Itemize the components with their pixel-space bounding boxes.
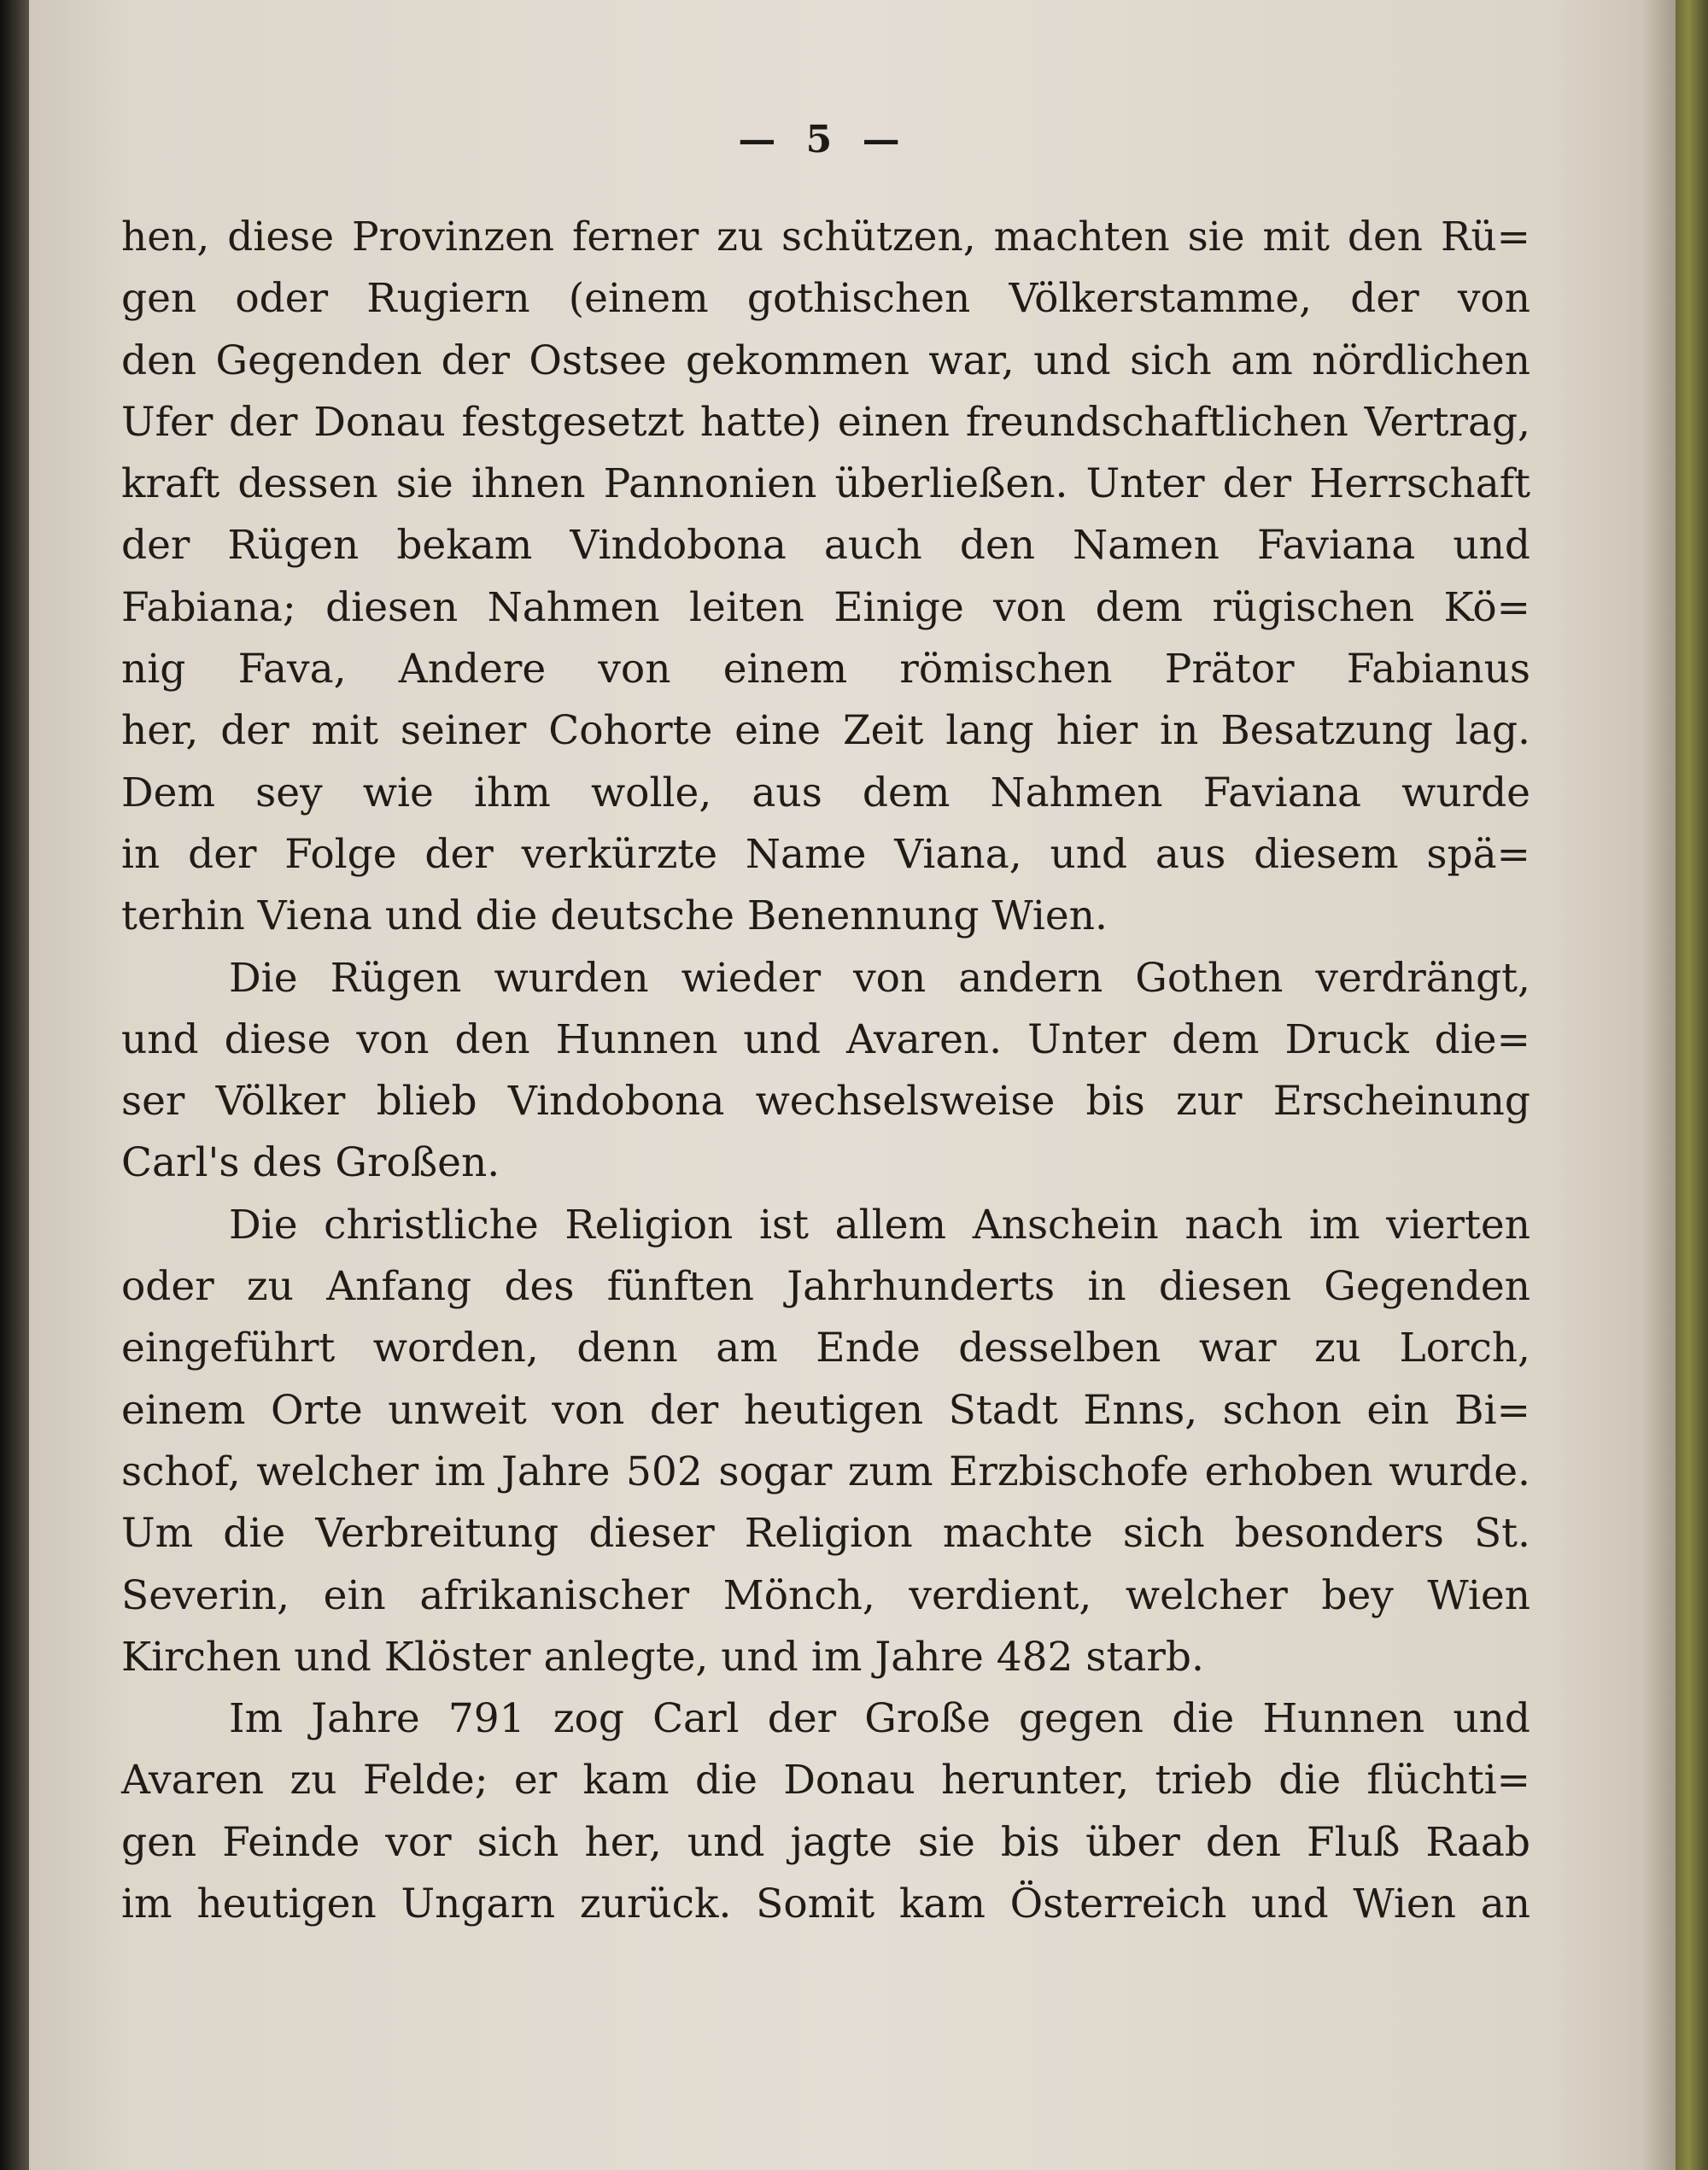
text-line: hen, diese Provinzen ferner zu schützen, machten sie mit den Rü= (121, 213, 1530, 260)
page-shadow (1641, 0, 1676, 2170)
text-line: einem Orte unweit von der heutigen Stadt Enns, schon ein Bi= (121, 1386, 1530, 1434)
text-line: in der Folge der verkürzte Name Viana, und aus diesem spä= (121, 830, 1530, 878)
text-line: Severin, ein afrikanischer Mönch, verdient, welcher bey Wien (121, 1571, 1530, 1619)
book-edge (1676, 0, 1708, 2170)
text-line: ser Völker blieb Vindobona wechselsweise bis zur Erscheinung (121, 1078, 1530, 1126)
text-line: Fabiana; diesen Nahmen leiten Einige von dem rügischen Kö= (121, 583, 1530, 631)
text-line: terhin Viena und die deutsche Benennung Wien. (121, 892, 1108, 940)
text-line: Im Jahre 791 zog Carl der Große gegen die Hunnen und (229, 1695, 1530, 1743)
text-line: oder zu Anfang des fünften Jahrhunderts in diesen Gegenden (121, 1263, 1530, 1311)
text-line: schof, welcher im Jahre 502 sogar zum Erzbischofe erhoben wurde. (121, 1448, 1530, 1495)
text-line: Ufer der Donau festgesetzt hatte) einen freundschaftlichen Vertrag, (121, 398, 1530, 446)
body-text (121, 207, 1530, 1935)
text-line: Um die Verbreitung dieser Religion machte sich besonders St. (121, 1510, 1530, 1558)
text-line: gen oder Rugiern (einem gothischen Völkerstamme, der von (121, 275, 1530, 323)
text-line: eingeführt worden, denn am Ende desselben war zu Lorch, (121, 1325, 1530, 1372)
text-line: Avaren zu Felde; er kam die Donau herunter, trieb die flüchti= (121, 1757, 1530, 1804)
text-line: und diese von den Hunnen und Avaren. Unter dem Druck die= (121, 1015, 1530, 1063)
text-line: der Rügen bekam Vindobona auch den Namen Faviana und (121, 522, 1530, 570)
text-line: im heutigen Ungarn zurück. Somit kam Österreich und Wien an (121, 1880, 1530, 1928)
binding-edge (0, 0, 29, 2170)
text-line: Kirchen und Klöster anlegte, und im Jahre 482 starb. (121, 1633, 1204, 1681)
paper-page (29, 0, 1676, 2170)
text-line: Dem sey wie ihm wolle, aus dem Nahmen Faviana wurde (121, 769, 1530, 816)
text-line: her, der mit seiner Cohorte eine Zeit lang hier in Besatzung lag. (121, 707, 1530, 755)
text-line: kraft dessen sie ihnen Pannonien überließen. Unter der Herrschaft (121, 460, 1530, 508)
page-number: — 5 — (738, 118, 909, 161)
text-line: Die Rügen wurden wieder von andern Gothen verdrängt, (229, 954, 1530, 1002)
text-line: gen Feinde vor sich her, und jagte sie bis über den Fluß Raab (121, 1818, 1530, 1866)
text-line: den Gegenden der Ostsee gekommen war, und sich am nördlichen (121, 336, 1530, 384)
text-line: Carl's des Großen. (121, 1139, 500, 1187)
text-line: nig Fava, Andere von einem römischen Prätor Fabianus (121, 646, 1530, 693)
text-line: Die christliche Religion ist allem Anschein nach im vierten (229, 1201, 1530, 1249)
